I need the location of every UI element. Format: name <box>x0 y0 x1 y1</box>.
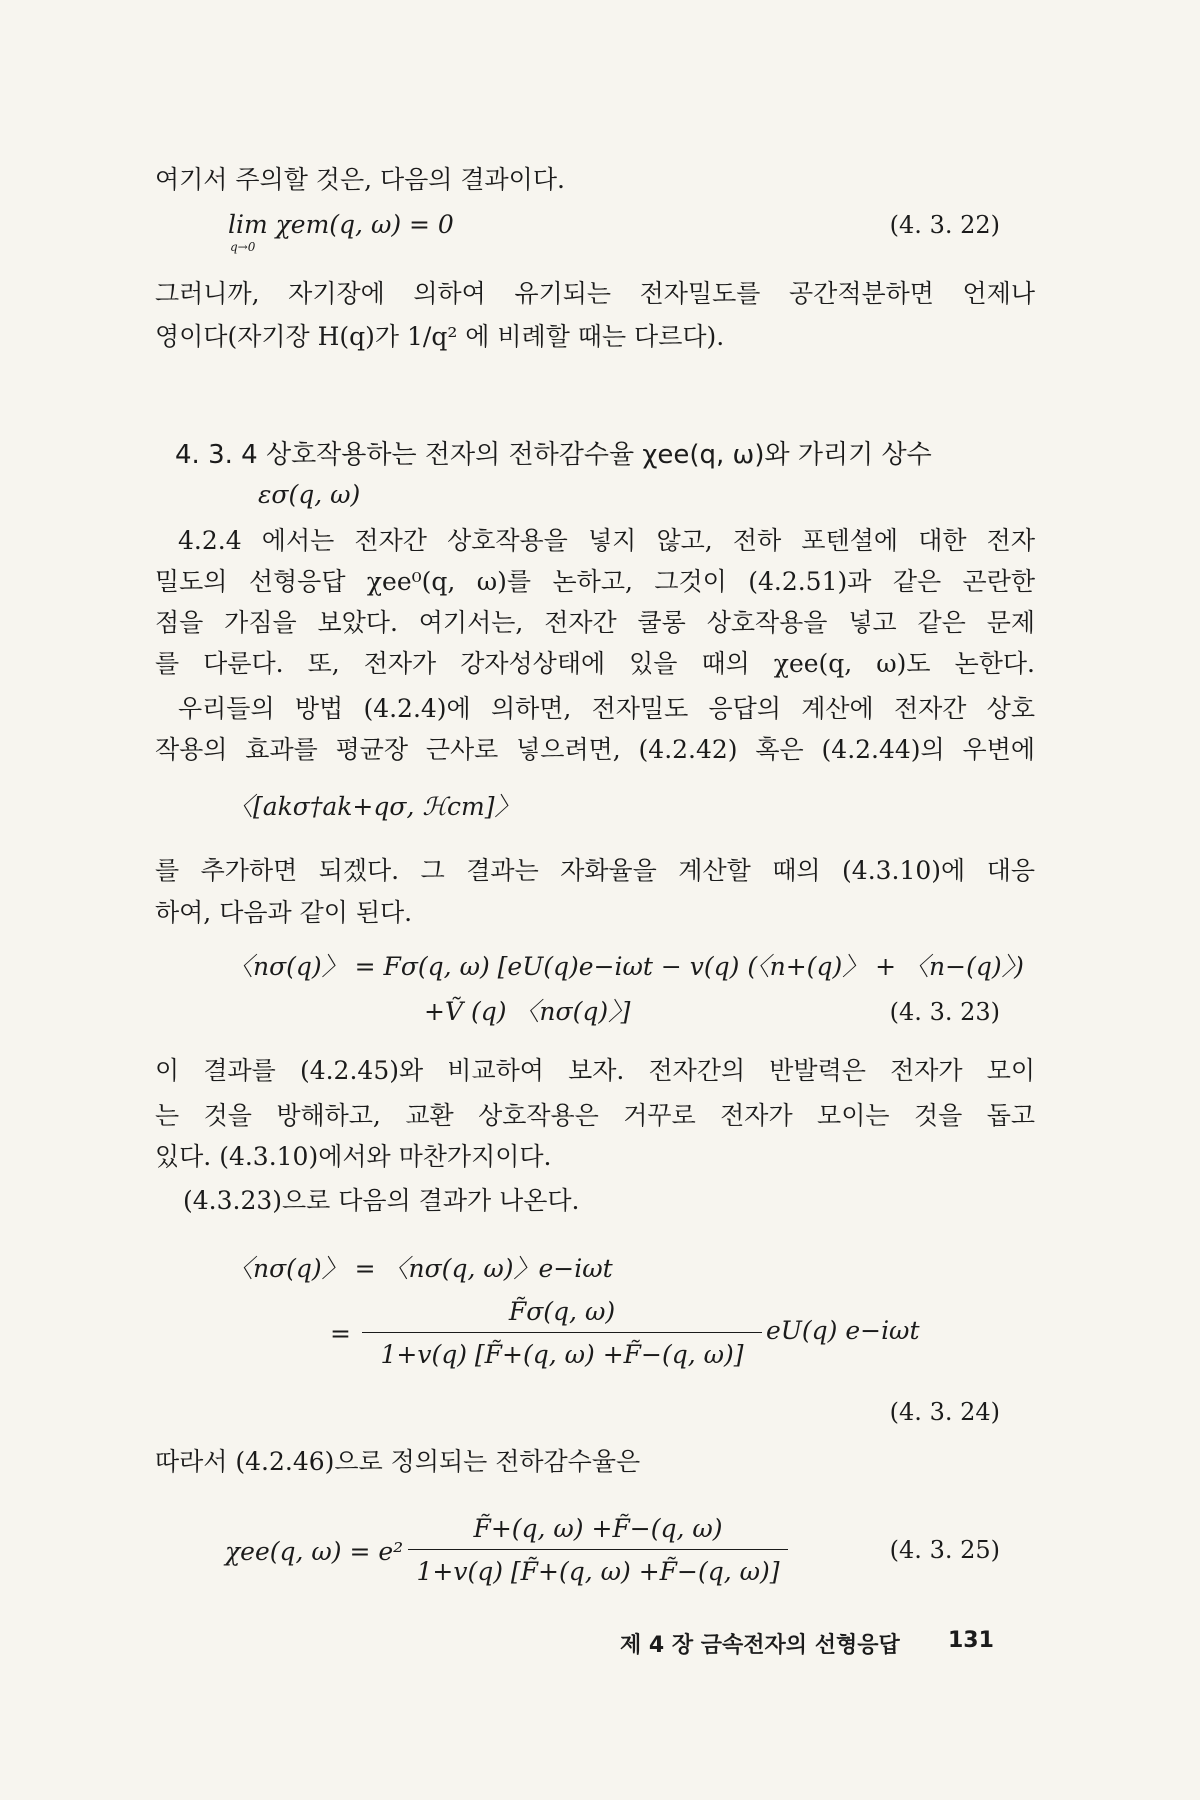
text-line: 그러니까, 자기장에 의하여 유기되는 전자밀도를 공간적분하면 언제나 <box>155 279 1035 308</box>
text-line: 이 결과를 (4.2.45)와 비교하여 보자. 전자간의 반발력은 전자가 모이 <box>155 1056 1035 1085</box>
text-line: 여기서 주의할 것은, 다음의 결과이다. <box>155 165 565 194</box>
text-line: 점을 가짐을 보았다. 여기서는, 전자간 쿨롱 상호작용을 넣고 같은 문제 <box>155 608 1035 637</box>
equation-4-3-22: lim χem(q, ω) = 0 <box>228 210 454 239</box>
commutator-expression: 〈[akσ†ak+qσ, ℋcm]〉 <box>228 792 520 821</box>
equation-4-3-25-lhs: χee(q, ω) = e² <box>225 1537 404 1566</box>
text-line: 를 다룬다. 또, 전자가 강자성상태에 있을 때의 χee(q, ω)도 논한다. <box>155 649 1035 678</box>
text-line: 밀도의 선형응답 χee⁰(q, ω)를 논하고, 그것이 (4.2.51)과 같은 곤란한 <box>155 567 1035 596</box>
text-line: 우리들의 방법 (4.2.4)에 의하면, 전자밀도 응답의 계산에 전자간 상호 <box>178 694 1035 723</box>
equation-number: (4. 3. 24) <box>889 1398 1000 1426</box>
text-line: 하여, 다음과 같이 된다. <box>155 898 413 927</box>
text-line: 따라서 (4.2.46)으로 정의되는 전하감수율은 <box>155 1447 641 1476</box>
equals-sign: = <box>330 1319 351 1348</box>
fraction-numerator: F̃σ(q, ω) <box>508 1297 616 1326</box>
section-heading: 4. 3. 4 상호작용하는 전자의 전하감수율 χee(q, ω)와 가리기 상수 <box>175 440 932 470</box>
text-line: 있다. (4.3.10)에서와 마찬가지이다. <box>155 1142 552 1171</box>
text-line: 를 추가하면 되겠다. 그 결과는 자화율을 계산할 때의 (4.3.10)에 대응 <box>155 856 1035 885</box>
fraction-denominator: 1+v(q) [F̃+(q, ω) +F̃−(q, ω)] <box>416 1557 780 1586</box>
equation-4-3-23-line2: +Ṽ (q) 〈nσ(q)〉] <box>424 997 631 1026</box>
equation-number: (4. 3. 22) <box>889 211 1000 239</box>
text-line: 4.2.4 에서는 전자간 상호작용을 넣지 않고, 전하 포텐셜에 대한 전자 <box>178 526 1035 555</box>
equation-4-3-24-line1: 〈nσ(q)〉 = 〈nσ(q, ω)〉e−iωt <box>228 1254 613 1283</box>
equation-4-3-23-line1: 〈nσ(q)〉 = Fσ(q, ω) [eU(q)e−iωt − v(q) (〈n+(q)〉 + 〈n−(q)〉) <box>228 952 1024 981</box>
text-line: 작용의 효과를 평균장 근사로 넣으려면, (4.2.42) 혹은 (4.2.44)의 우변에 <box>155 735 1035 764</box>
text-line: 는 것을 방해하고, 교환 상호작용은 거꾸로 전자가 모이는 것을 돕고 <box>155 1101 1035 1130</box>
text-line: (4.3.23)으로 다음의 결과가 나온다. <box>183 1186 580 1215</box>
fraction-denominator: 1+v(q) [F̃+(q, ω) +F̃−(q, ω)] <box>380 1340 744 1369</box>
equation-number: (4. 3. 23) <box>889 998 1000 1026</box>
chapter-footer: 제 4 장 금속전자의 선형응답 <box>620 1633 900 1658</box>
equation-number: (4. 3. 25) <box>889 1536 1000 1564</box>
fraction-numerator: F̃+(q, ω) +F̃−(q, ω) <box>473 1514 723 1543</box>
equation-tail: eU(q) e−iωt <box>766 1316 920 1345</box>
text-line: 영이다(자기장 H(q)가 1/q² 에 비례할 때는 다르다). <box>155 322 725 351</box>
fraction-bar <box>408 1549 788 1550</box>
page-number: 131 <box>948 1628 994 1653</box>
limit-subscript: q→0 <box>230 240 256 254</box>
section-heading-subtitle: εσ(q, ω) <box>258 480 361 509</box>
fraction-bar <box>362 1332 762 1333</box>
